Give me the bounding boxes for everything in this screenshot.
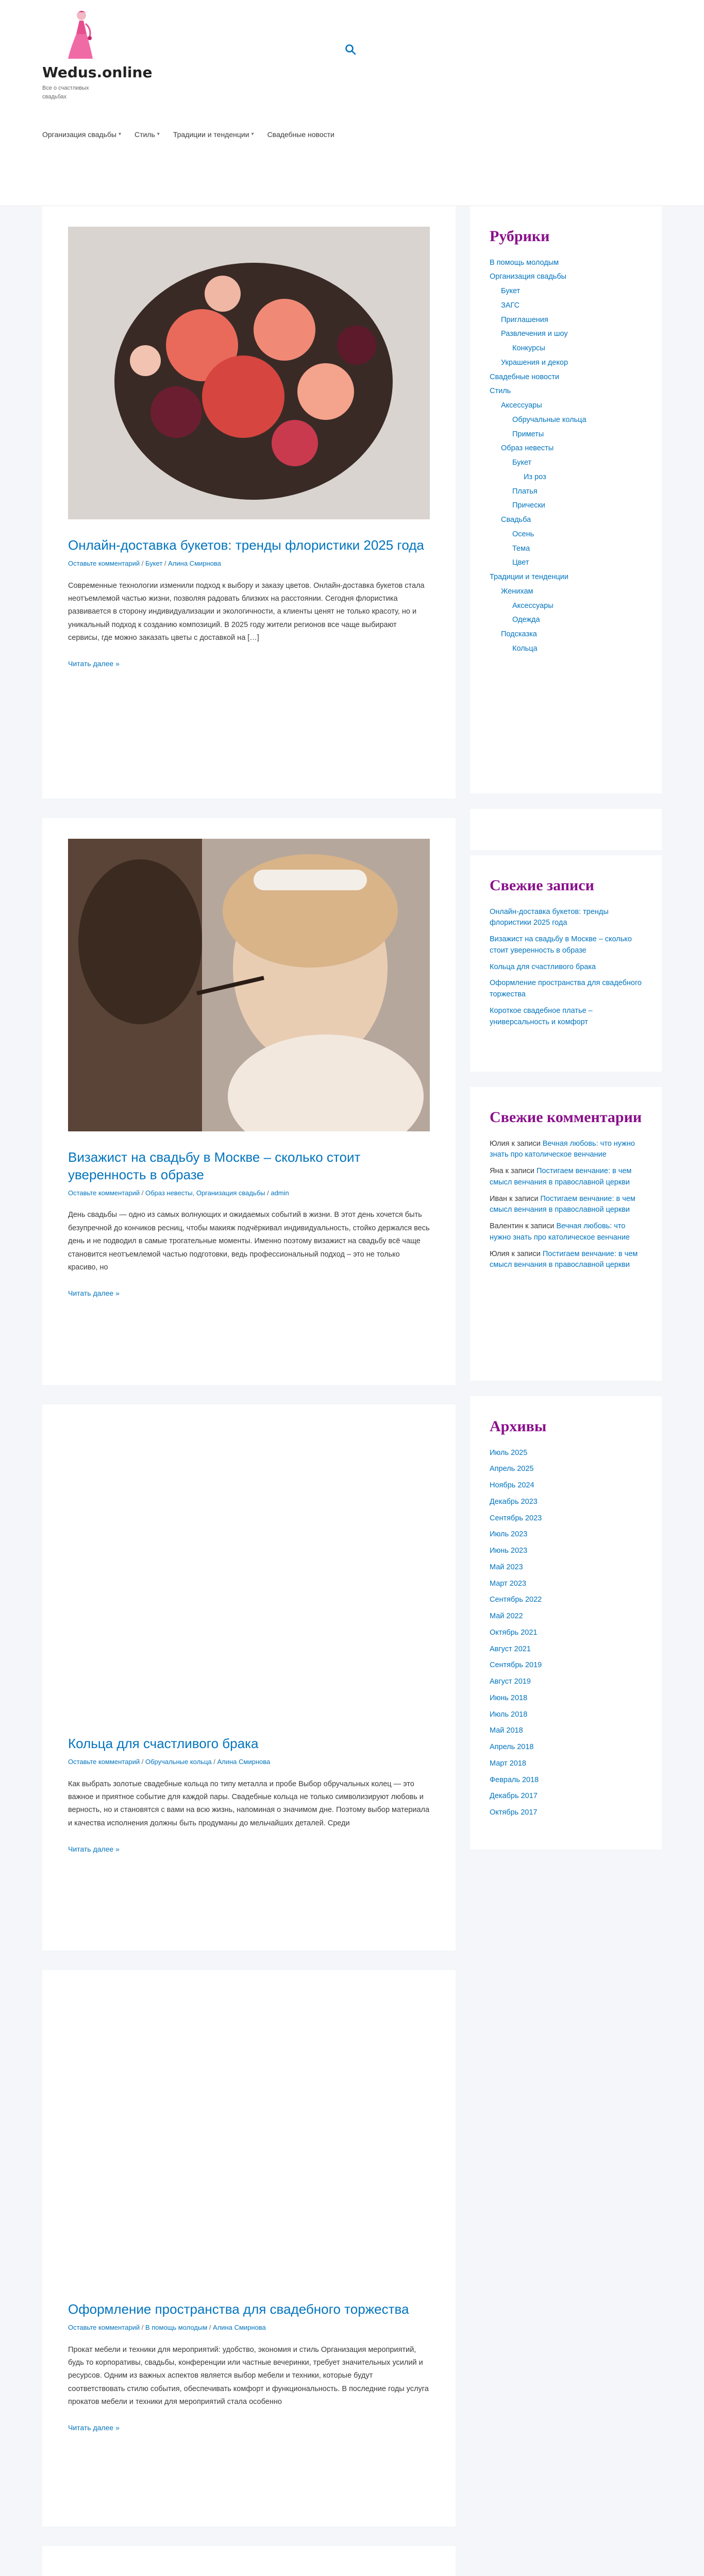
category-item[interactable]: Приметы bbox=[512, 430, 544, 438]
archive-item[interactable]: Апрель 2018 bbox=[490, 1743, 534, 1751]
nav-item-label: Организация свадьбы bbox=[42, 130, 116, 139]
category-item[interactable]: Свадебные новости bbox=[490, 372, 559, 381]
archive-item[interactable]: Август 2019 bbox=[490, 1677, 531, 1686]
category-link[interactable]: Обручальные кольца bbox=[145, 1757, 212, 1766]
bouquet-image[interactable] bbox=[68, 227, 430, 519]
categories-widget bbox=[470, 206, 662, 793]
category-item[interactable]: Осень bbox=[512, 530, 534, 538]
bride-logo-icon bbox=[66, 8, 95, 60]
author-link[interactable]: Алина Смирнова bbox=[217, 1757, 271, 1766]
category-item[interactable]: ЗАГС bbox=[501, 301, 520, 310]
comment-item: Юлия к записи Вечная любовь: что нужно знать про католическое венчание bbox=[490, 1139, 635, 1159]
category-item[interactable]: Традиции и тенденции bbox=[490, 573, 568, 581]
post-excerpt: День свадьбы — одно из самых волнующих и ожидаемых событий в жизни. В этот день хочется быть безупречной до кончиков ресниц, чтобы макияж подчёркивал индивидуальность, стойко держался весь день и не подводил в самые трогательные моменты. Именно поэтому визажист на свадьбу всё чаще становится неотъемлемой частью подготовки, ведь профессиональный подход – это не только красиво, но bbox=[68, 1211, 430, 1272]
post-title[interactable]: Визажист на свадьбу в Москве – сколько стоит уверенность в образе bbox=[68, 1149, 361, 1182]
archive-item[interactable]: Май 2022 bbox=[490, 1612, 523, 1620]
post-card bbox=[42, 206, 456, 799]
archive-item[interactable]: Июль 2023 bbox=[490, 1530, 528, 1539]
widget-title: Свежие записи bbox=[490, 877, 594, 894]
archive-item[interactable]: Ноябрь 2024 bbox=[490, 1481, 534, 1489]
comment-post-link[interactable]: Вечная любовь: что нужно знать про католическое венчание bbox=[490, 1139, 635, 1159]
recent-posts-widget bbox=[470, 855, 662, 1072]
category-item[interactable]: Свадьба bbox=[501, 516, 531, 524]
archives-widget bbox=[470, 1396, 662, 1850]
main-navigation bbox=[42, 129, 334, 140]
widget-title: Свежие комментарии bbox=[490, 1109, 642, 1126]
post-image-placeholder bbox=[68, 1991, 430, 2283]
category-item[interactable]: Подсказка bbox=[501, 630, 537, 638]
recent-comments-widget bbox=[470, 1087, 662, 1381]
post-excerpt: Прокат мебели и техники для мероприятий: удобство, экономия и стиль Организация мероприятий, будь то корпоративы, свадьбы, конференции или частные вечеринки, требует значительных усилий и ресурсов. Одним из важных аспектов является выбор мебели и техники, которые будут соответствовать стилю события, обеспечивать комфорт и функциональность. В последние годы услуга прокатов мебели и техники для мероприятий стала особенно bbox=[68, 2345, 429, 2406]
category-item[interactable]: Букет bbox=[501, 287, 521, 295]
read-more-link[interactable]: Читать далее » bbox=[68, 2424, 120, 2432]
site-header bbox=[0, 0, 704, 206]
post-meta: Оставьте комментарий / Обручальные кольца / Алина Смирнова bbox=[68, 1757, 271, 1766]
category-item[interactable]: Прически bbox=[512, 501, 545, 510]
category-item[interactable]: Конкурсы bbox=[512, 344, 545, 352]
comments-link[interactable]: Оставьте комментарий bbox=[68, 1757, 140, 1766]
recent-comments-list bbox=[490, 1139, 642, 1272]
comment-item: Валентин к записи Вечная любовь: что нужно знать про католическое венчание bbox=[490, 1222, 630, 1242]
nav-item-organization[interactable] bbox=[42, 129, 121, 140]
category-link[interactable]: Букет bbox=[145, 559, 163, 567]
author-link[interactable]: Алина Смирнова bbox=[213, 2323, 266, 2331]
post-image-placeholder bbox=[68, 1425, 430, 1718]
category-link[interactable]: В помощь молодым bbox=[145, 2323, 208, 2331]
post-excerpt: Как выбрать золотые свадебные кольца по типу металла и пробе Выбор обручальных колец — это важное и приятное событие для каждой пары. Свадебные кольца не только символизируют любовь и верность, но и становятся с вами на всю жизнь, напоминая о значимом дне. Поэтому выбор материала и качества исполнения должны быть продуманы до мельчайших деталей. Среди bbox=[68, 1780, 430, 1827]
archive-item[interactable]: Апрель 2025 bbox=[490, 1465, 534, 1473]
category-item[interactable]: Украшения и декор bbox=[501, 358, 568, 367]
category-item[interactable]: Организация свадьбы bbox=[490, 273, 567, 281]
comments-link[interactable]: Оставьте комментарий bbox=[68, 2323, 140, 2331]
author-link[interactable]: Алина Смирнова bbox=[168, 559, 221, 567]
post-title[interactable]: Онлайн-доставка букетов: тренды флористики 2025 года bbox=[68, 537, 424, 553]
archive-item[interactable]: Октябрь 2021 bbox=[490, 1628, 538, 1637]
post-meta: Оставьте комментарий / Букет / Алина Смирнова bbox=[68, 559, 221, 567]
recent-post-item[interactable]: Онлайн-доставка букетов: тренды флористики 2025 года bbox=[490, 907, 609, 927]
archive-item[interactable]: Февраль 2018 bbox=[490, 1775, 539, 1784]
category-item[interactable]: Кольца bbox=[512, 644, 538, 653]
archive-item[interactable]: Сентябрь 2022 bbox=[490, 1596, 542, 1604]
author-link[interactable]: admin bbox=[271, 1189, 289, 1197]
category-item[interactable]: Тема bbox=[512, 544, 530, 553]
comment-item: Яна к записи Постигаем венчание: в чем смысл венчания в православной церкви bbox=[490, 1167, 632, 1187]
empty-widget bbox=[470, 809, 662, 850]
widget-title: Рубрики bbox=[490, 228, 550, 245]
category-item[interactable]: Приглашения bbox=[501, 315, 548, 324]
archive-item[interactable]: Сентябрь 2023 bbox=[490, 1514, 542, 1522]
chevron-down-icon: ▾ bbox=[118, 131, 121, 138]
archive-item[interactable]: Сентябрь 2019 bbox=[490, 1661, 542, 1670]
bride-makeup-image[interactable] bbox=[68, 839, 430, 1131]
nav-item-traditions[interactable] bbox=[173, 129, 254, 140]
post-title[interactable]: Оформление пространства для свадебного торжества bbox=[68, 2301, 409, 2317]
nav-item-label: Свадебные новости bbox=[267, 130, 334, 139]
category-item[interactable]: Стиль bbox=[490, 387, 511, 396]
archive-item[interactable]: Декабрь 2017 bbox=[490, 1792, 538, 1801]
category-item[interactable]: Букет bbox=[512, 459, 532, 467]
categories-list bbox=[490, 258, 642, 655]
archive-item[interactable]: Май 2018 bbox=[490, 1726, 523, 1735]
category-item[interactable]: Аксессуары bbox=[512, 601, 554, 610]
comment-item: Юлия к записи Постигаем венчание: в чем смысл венчания в православной церкви bbox=[490, 1249, 638, 1269]
widget-title: Архивы bbox=[490, 1418, 547, 1435]
category-item[interactable]: Обручальные кольца bbox=[512, 415, 586, 424]
read-more-link[interactable]: Читать далее » bbox=[68, 1845, 120, 1854]
post-card bbox=[42, 818, 456, 1385]
recent-posts-list bbox=[490, 907, 642, 1028]
category-item[interactable]: Женихам bbox=[501, 587, 533, 596]
archive-item[interactable]: Июнь 2018 bbox=[490, 1693, 528, 1702]
category-item[interactable]: Одежда bbox=[512, 616, 540, 624]
category-item[interactable]: В помощь молодым bbox=[490, 258, 559, 267]
nav-item-style[interactable] bbox=[135, 129, 160, 140]
site-title: Wedus.online bbox=[42, 64, 153, 81]
chevron-down-icon: ▾ bbox=[251, 131, 254, 138]
post-excerpt: Современные технологии изменили подход к выбору и заказу цветов. Онлайн-доставка букетов стала неотъемлемой частью жизни, позволяя радовать близких на расстоянии. Сегодня флористика развивается в сторону индивидуализации и экологичности, а клиенты ценят не только красоту, но и уникальный подход к созданию композиций. В 2025 году жители регионов все чаще выбирают сервисы, где можно заказать цветы с доставкой на […] bbox=[68, 581, 425, 642]
post-card bbox=[42, 2546, 456, 2576]
category-item[interactable]: Цвет bbox=[512, 558, 529, 567]
comment-post-link[interactable]: Вечная любовь: что нужно знать про католическое венчание bbox=[490, 1222, 630, 1242]
nav-item-label: Традиции и тенденции bbox=[173, 130, 249, 139]
post-image-placeholder bbox=[68, 2567, 430, 2576]
category-item[interactable]: Платья bbox=[512, 487, 538, 496]
site-logo-link[interactable] bbox=[42, 8, 153, 102]
comments-link[interactable]: Оставьте комментарий bbox=[68, 559, 140, 567]
category-link[interactable]: Организация свадьбы bbox=[196, 1189, 265, 1197]
nav-item-label: Стиль bbox=[134, 130, 155, 139]
post-title[interactable]: Кольца для счастливого брака bbox=[68, 1736, 259, 1751]
archive-item[interactable]: Май 2023 bbox=[490, 1563, 523, 1571]
archive-item[interactable]: Март 2023 bbox=[490, 1579, 526, 1588]
archive-item[interactable]: Декабрь 2023 bbox=[490, 1497, 538, 1506]
recent-post-item[interactable]: Оформление пространства для свадебного торжества bbox=[490, 979, 642, 998]
recent-post-item[interactable]: Визажист на свадьбу в Москве – сколько стоит уверенность в образе bbox=[490, 935, 632, 955]
post-card bbox=[42, 1404, 456, 1951]
category-item[interactable]: Образ невесты bbox=[501, 444, 554, 453]
post-meta: Оставьте комментарий / Образ невесты, Организация свадьбы / admin bbox=[68, 1189, 289, 1197]
archive-item[interactable]: Июль 2025 bbox=[490, 1448, 528, 1457]
category-item[interactable]: Развлечения и шоу bbox=[501, 330, 568, 338]
comments-link[interactable]: Оставьте комментарий bbox=[68, 1189, 140, 1197]
comment-post-link[interactable]: Постигаем венчание: в чем смысл венчания в православной церкви bbox=[490, 1249, 638, 1269]
recent-post-item[interactable]: Кольца для счастливого брака bbox=[490, 962, 596, 971]
chevron-down-icon: ▾ bbox=[157, 131, 160, 138]
archive-item[interactable]: Август 2021 bbox=[490, 1645, 531, 1653]
site-tagline: Все о счастливых свадьбах bbox=[42, 84, 89, 100]
recent-post-item[interactable]: Короткое свадебное платье – универсальность и комфорт bbox=[490, 1006, 593, 1026]
archive-item[interactable]: Июнь 2023 bbox=[490, 1547, 528, 1555]
post-meta: Оставьте комментарий / В помощь молодым / Алина Смирнова bbox=[68, 2323, 266, 2331]
comment-item: Иван к записи Постигаем венчание: в чем смысл венчания в православной церкви bbox=[490, 1194, 635, 1214]
archive-item[interactable]: Октябрь 2017 bbox=[490, 1808, 538, 1817]
post-card bbox=[42, 1970, 456, 2527]
search-icon[interactable] bbox=[344, 43, 357, 56]
read-more-link[interactable]: Читать далее » bbox=[68, 1289, 120, 1298]
category-item[interactable]: Из роз bbox=[524, 472, 546, 481]
category-link[interactable]: Образ невесты bbox=[145, 1189, 193, 1197]
comment-post-link[interactable]: Постигаем венчание: в чем смысл венчания в православной церкви bbox=[490, 1167, 632, 1187]
page-content bbox=[0, 206, 704, 2576]
archives-list bbox=[490, 1448, 642, 1819]
archive-item[interactable]: Март 2018 bbox=[490, 1759, 526, 1768]
comment-post-link[interactable]: Постигаем венчание: в чем смысл венчания в православной церкви bbox=[490, 1194, 635, 1214]
read-more-link[interactable]: Читать далее » bbox=[68, 659, 120, 668]
nav-item-news[interactable] bbox=[267, 129, 334, 140]
category-item[interactable]: Аксессуары bbox=[501, 401, 542, 410]
archive-item[interactable]: Июль 2018 bbox=[490, 1710, 528, 1719]
